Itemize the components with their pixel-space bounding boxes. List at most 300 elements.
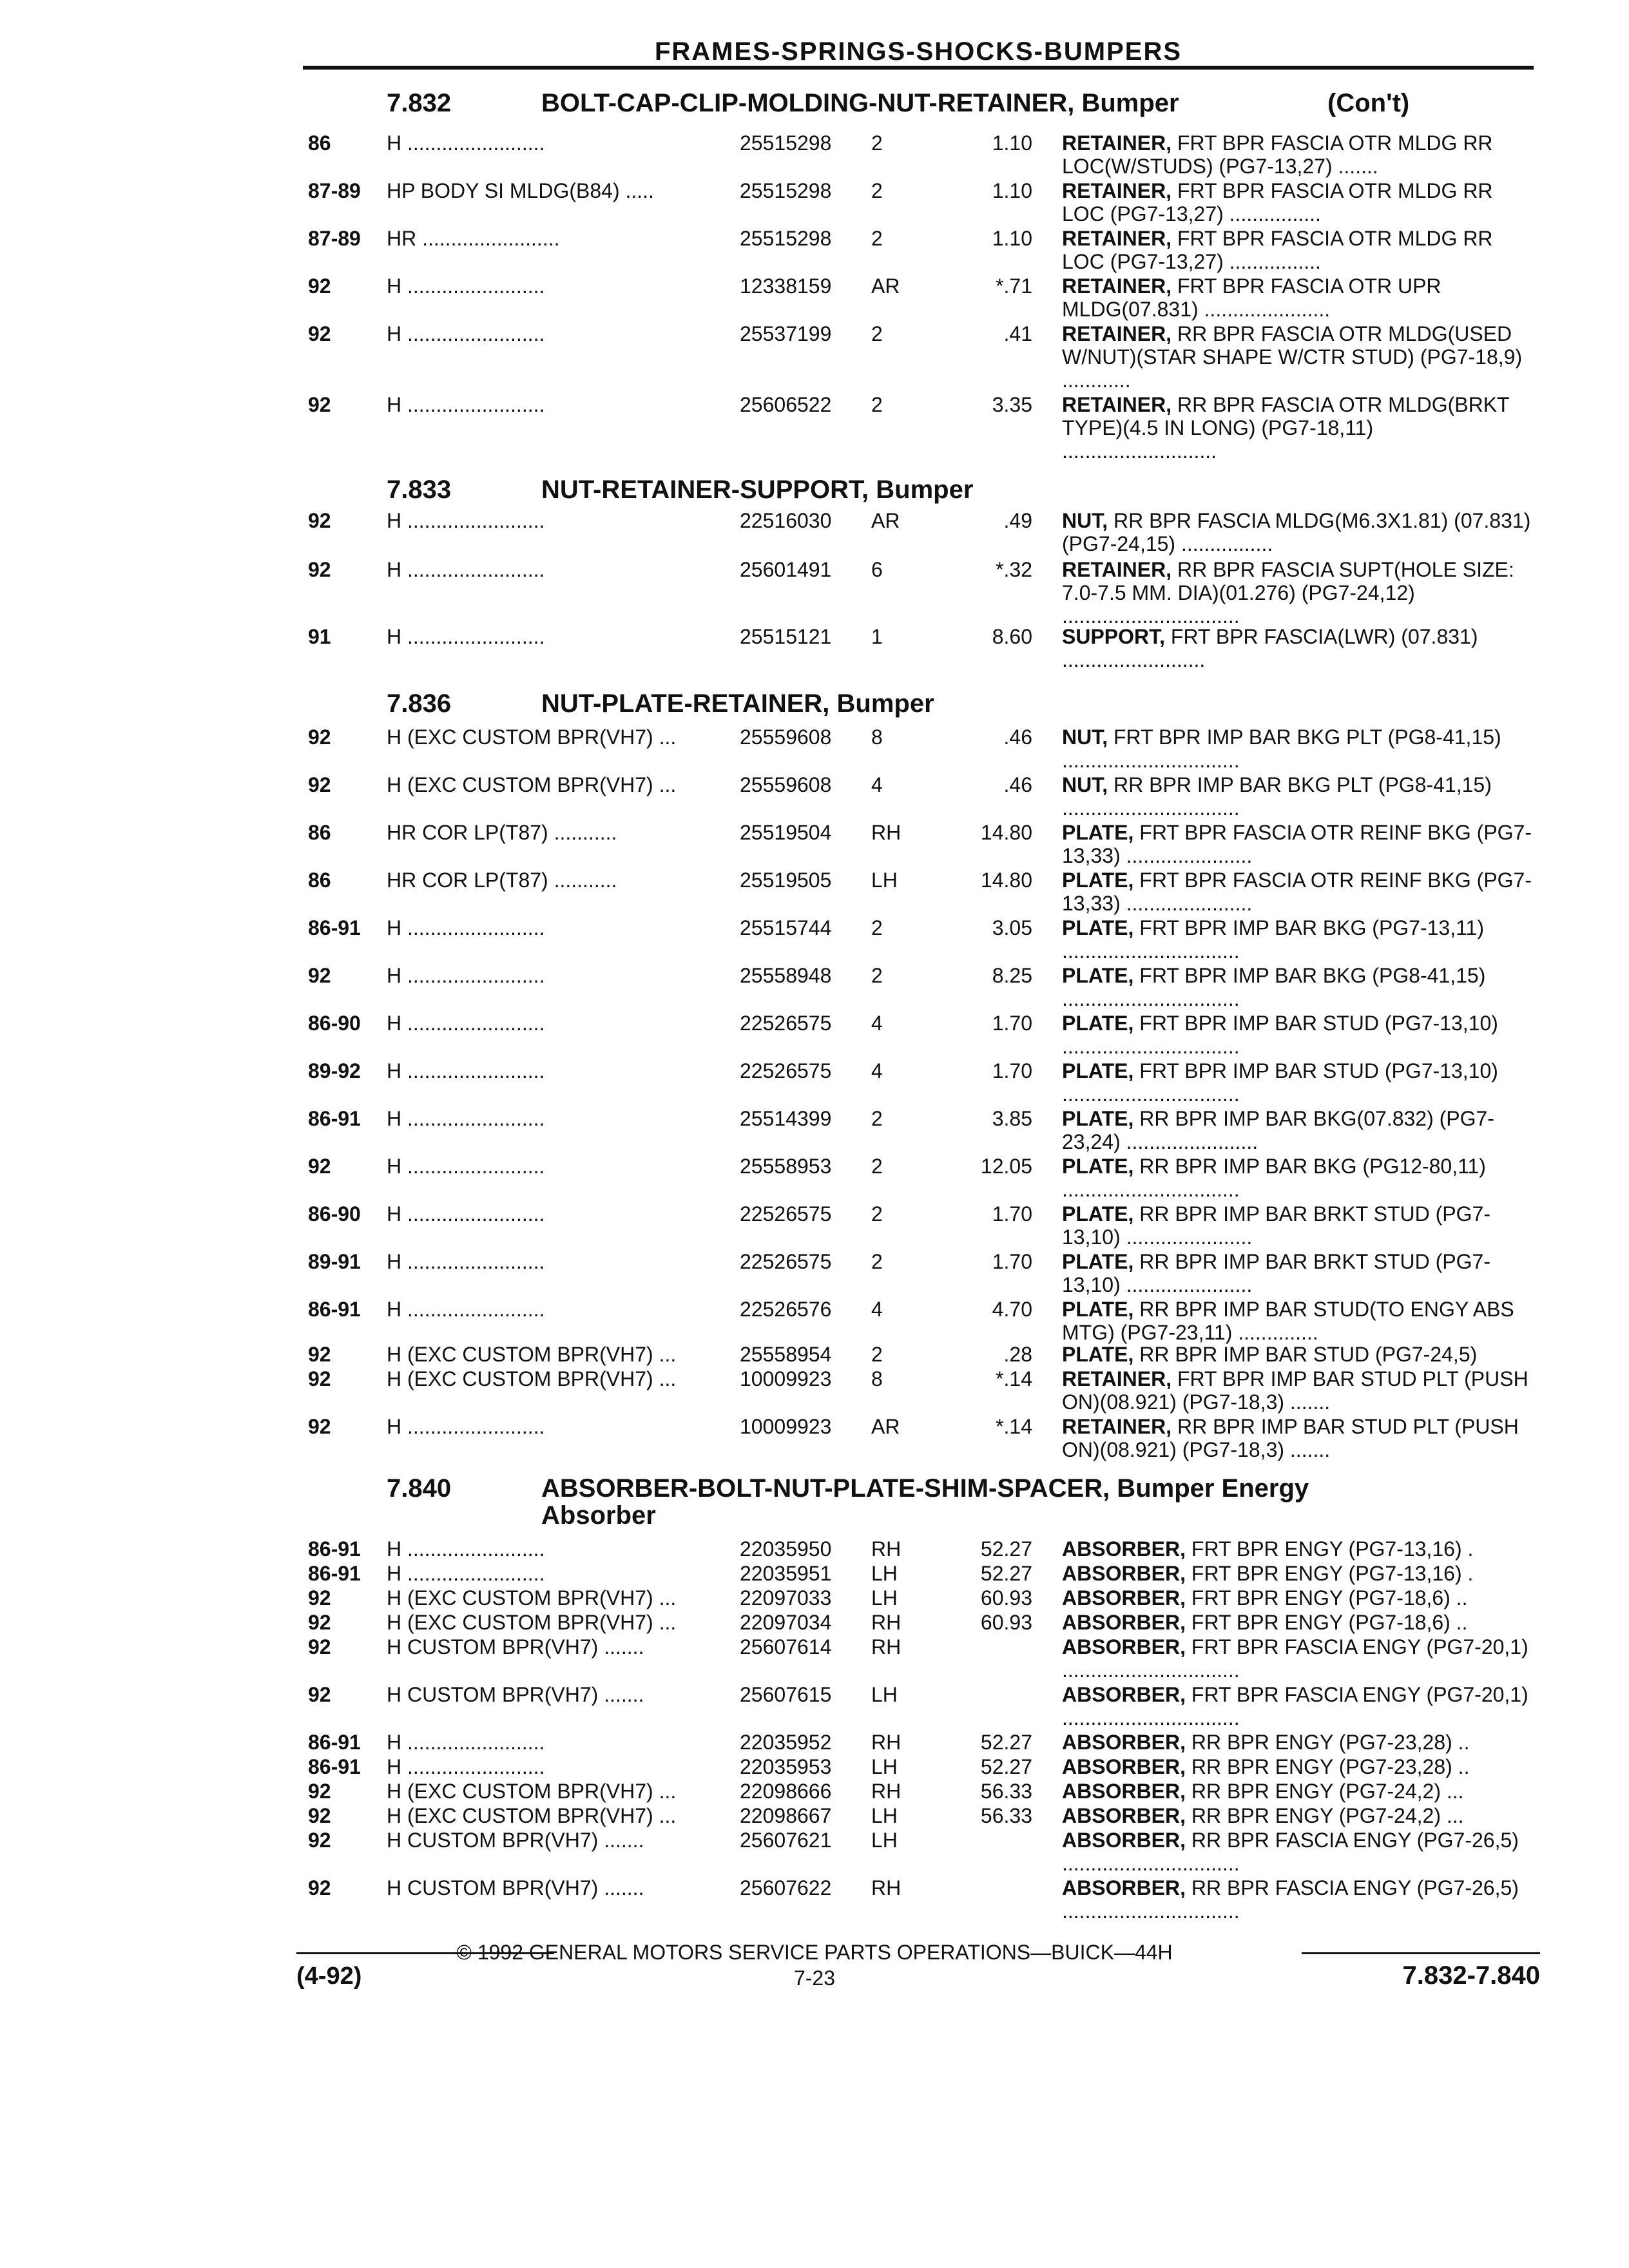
row-description-text: FRT BPR FASCIA ENGY (PG7-20,1) ............................... xyxy=(1062,1635,1528,1682)
row-quantity: RH xyxy=(871,1731,901,1754)
table-row xyxy=(0,773,1629,818)
row-description xyxy=(1062,1367,1532,1414)
row-year: 86-91 xyxy=(308,916,361,939)
row-model: H ........................ xyxy=(387,322,545,345)
row-price: 60.93 xyxy=(980,1611,1032,1634)
table-row xyxy=(0,1202,1629,1247)
row-year: 92 xyxy=(308,1611,331,1634)
row-part-number: 22526575 xyxy=(740,1012,832,1035)
row-model: H (EXC CUSTOM BPR(VH7) ... xyxy=(387,1586,677,1610)
row-description xyxy=(1062,1202,1532,1249)
row-part-name: ABSORBER, xyxy=(1062,1537,1186,1561)
row-year: 92 xyxy=(308,1343,331,1366)
row-price: .46 xyxy=(1003,726,1032,749)
row-year: 92 xyxy=(308,558,331,581)
row-description xyxy=(1062,1155,1532,1201)
row-part-name: RETAINER, xyxy=(1062,393,1172,416)
row-description-text: FRT BPR FASCIA OTR MLDG RR LOC(W/STUDS) (PG7-13,27) ....... xyxy=(1062,131,1493,178)
row-part-name: PLATE, xyxy=(1062,1155,1134,1178)
footer-copyright: © 1992 GENERAL MOTORS SERVICE PARTS OPERATIONS—BUICK—44H xyxy=(456,1941,1173,1964)
row-description xyxy=(1062,821,1532,867)
row-description xyxy=(1062,916,1532,963)
row-price: 12.05 xyxy=(980,1155,1032,1178)
row-description-text: RR BPR IMP BAR STUD(TO ENGY ABS MTG) (PG7-23,11) .............. xyxy=(1062,1298,1514,1344)
table-row xyxy=(0,1415,1629,1460)
row-part-name: RETAINER, xyxy=(1062,558,1172,581)
row-year: 92 xyxy=(308,1780,331,1803)
row-price: 56.33 xyxy=(980,1804,1032,1827)
row-model: H ........................ xyxy=(387,274,545,298)
row-quantity: RH xyxy=(871,1611,901,1634)
row-quantity: 2 xyxy=(871,1202,883,1225)
row-part-number: 25537199 xyxy=(740,322,832,345)
row-part-name: PLATE, xyxy=(1062,1012,1134,1035)
row-model: H ........................ xyxy=(387,1562,545,1585)
table-row xyxy=(0,1107,1629,1152)
row-model: HP BODY SI MLDG(B84) ..... xyxy=(387,179,654,202)
row-part-name: NUT, xyxy=(1062,726,1108,749)
row-description-text: FRT BPR FASCIA OTR REINF BKG (PG7-13,33) ...................... xyxy=(1062,869,1532,915)
row-description-text: RR BPR IMP BAR BKG(07.832) (PG7-23,24) ....................... xyxy=(1062,1107,1494,1153)
table-row xyxy=(0,227,1629,272)
row-description-text: FRT BPR IMP BAR STUD (PG7-13,10) ............................... xyxy=(1062,1059,1498,1106)
row-price: 52.27 xyxy=(980,1562,1032,1585)
row-quantity: 2 xyxy=(871,1107,883,1130)
row-part-number: 25515298 xyxy=(740,179,832,202)
row-part-name: SUPPORT, xyxy=(1062,625,1166,648)
row-description-text: RR BPR IMP BAR BKG (PG12-80,11) ............................... xyxy=(1062,1155,1486,1201)
row-year: 92 xyxy=(308,1415,331,1438)
row-quantity: 4 xyxy=(871,1298,883,1321)
table-row xyxy=(0,1876,1629,1921)
row-quantity: LH xyxy=(871,1586,898,1610)
row-price: .28 xyxy=(1003,1343,1032,1366)
row-year: 92 xyxy=(308,1876,331,1899)
row-model: H CUSTOM BPR(VH7) ....... xyxy=(387,1635,644,1658)
row-price: 3.05 xyxy=(992,916,1032,939)
row-description-text: FRT BPR ENGY (PG7-18,6) .. xyxy=(1186,1611,1468,1634)
row-description-text: FRT BPR IMP BAR BKG PLT (PG8-41,15) ............................... xyxy=(1062,726,1501,772)
page-header xyxy=(303,36,1534,67)
row-part-name: PLATE, xyxy=(1062,916,1134,939)
section-number: 7.832 xyxy=(387,89,452,117)
row-description xyxy=(1062,509,1532,555)
table-row xyxy=(0,869,1629,914)
row-quantity: LH xyxy=(871,869,898,892)
row-year: 86-90 xyxy=(308,1012,361,1035)
row-price: 52.27 xyxy=(980,1755,1032,1778)
row-quantity: 6 xyxy=(871,558,883,581)
row-description-text: RR BPR ENGY (PG7-24,2) ... xyxy=(1186,1804,1464,1827)
row-description-text: FRT BPR ENGY (PG7-13,16) . xyxy=(1186,1562,1474,1585)
header-rule xyxy=(303,66,1534,70)
row-year: 92 xyxy=(308,1367,331,1390)
row-part-number: 25601491 xyxy=(740,558,832,581)
row-description xyxy=(1062,964,1532,1010)
row-part-name: PLATE, xyxy=(1062,1343,1134,1366)
row-price: 14.80 xyxy=(980,821,1032,844)
row-description xyxy=(1062,1343,1532,1366)
row-description xyxy=(1062,1562,1532,1585)
row-part-name: RETAINER, xyxy=(1062,322,1172,345)
row-quantity: RH xyxy=(871,1537,901,1561)
row-description-text: FRT BPR ENGY (PG7-13,16) . xyxy=(1186,1537,1474,1561)
row-part-name: ABSORBER, xyxy=(1062,1586,1186,1610)
row-quantity: RH xyxy=(871,1876,901,1899)
row-part-name: RETAINER, xyxy=(1062,179,1172,202)
row-model: H (EXC CUSTOM BPR(VH7) ... xyxy=(387,1804,677,1827)
row-part-number: 22526575 xyxy=(740,1059,832,1082)
row-description xyxy=(1062,773,1532,820)
row-description-text: FRT BPR IMP BAR STUD PLT (PUSH ON)(08.921) (PG7-18,3) ....... xyxy=(1062,1367,1528,1414)
row-model: H (EXC CUSTOM BPR(VH7) ... xyxy=(387,726,677,749)
row-part-number: 25515298 xyxy=(740,131,832,155)
section-title: NUT-RETAINER-SUPPORT, Bumper xyxy=(541,476,974,504)
section-number: 7.833 xyxy=(387,476,452,504)
row-description xyxy=(1062,558,1532,628)
row-model: HR COR LP(T87) ........... xyxy=(387,869,617,892)
row-description xyxy=(1062,1298,1532,1344)
table-row xyxy=(0,1155,1629,1200)
row-part-number: 25519504 xyxy=(740,821,832,844)
row-price: 1.10 xyxy=(992,179,1032,202)
table-row xyxy=(0,1367,1629,1412)
row-quantity: 2 xyxy=(871,1155,883,1178)
row-description-text: RR BPR ENGY (PG7-24,2) ... xyxy=(1186,1780,1464,1803)
row-part-name: ABSORBER, xyxy=(1062,1780,1186,1803)
row-part-number: 25558954 xyxy=(740,1343,832,1366)
row-quantity: 4 xyxy=(871,1059,883,1082)
section-title: BOLT-CAP-CLIP-MOLDING-NUT-RETAINER, Bumper xyxy=(541,89,1179,117)
row-model: H ........................ xyxy=(387,131,545,155)
section-number: 7.840 xyxy=(387,1474,452,1503)
row-price: *.14 xyxy=(996,1367,1032,1390)
row-quantity: RH xyxy=(871,821,901,844)
row-model: H (EXC CUSTOM BPR(VH7) ... xyxy=(387,773,677,796)
row-year: 86-91 xyxy=(308,1562,361,1585)
table-row xyxy=(0,274,1629,320)
row-part-number: 25607621 xyxy=(740,1829,832,1852)
row-year: 92 xyxy=(308,274,331,298)
row-year: 92 xyxy=(308,1804,331,1827)
row-quantity: LH xyxy=(871,1562,898,1585)
row-description-text: FRT BPR IMP BAR BKG (PG7-13,11) ............................... xyxy=(1062,916,1484,963)
row-part-name: ABSORBER, xyxy=(1062,1876,1186,1899)
row-year: 92 xyxy=(308,1635,331,1658)
row-part-number: 25519505 xyxy=(740,869,832,892)
row-year: 86-91 xyxy=(308,1731,361,1754)
row-part-number: 22035951 xyxy=(740,1562,832,1585)
row-model: H ........................ xyxy=(387,393,545,416)
row-quantity: AR xyxy=(871,1415,900,1438)
row-description-text: FRT BPR IMP BAR STUD (PG7-13,10) ............................... xyxy=(1062,1012,1498,1058)
row-description xyxy=(1062,393,1532,463)
row-part-name: RETAINER, xyxy=(1062,274,1172,298)
row-model: H ........................ xyxy=(387,509,545,532)
row-model: H ........................ xyxy=(387,1415,545,1438)
row-description-text: RR BPR ENGY (PG7-23,28) .. xyxy=(1186,1755,1470,1778)
row-description xyxy=(1062,625,1532,671)
row-price: .49 xyxy=(1003,509,1032,532)
row-year: 92 xyxy=(308,1829,331,1852)
row-part-number: 22098666 xyxy=(740,1780,832,1803)
row-model: H (EXC CUSTOM BPR(VH7) ... xyxy=(387,1343,677,1366)
table-row xyxy=(0,131,1629,177)
table-row xyxy=(0,625,1629,670)
section-title: NUT-PLATE-RETAINER, Bumper xyxy=(541,689,934,718)
row-quantity: RH xyxy=(871,1780,901,1803)
row-year: 92 xyxy=(308,1586,331,1610)
row-quantity: RH xyxy=(871,1635,901,1658)
row-description xyxy=(1062,1107,1532,1153)
row-model: H CUSTOM BPR(VH7) ....... xyxy=(387,1876,644,1899)
row-price: 8.25 xyxy=(992,964,1032,987)
row-price: *.32 xyxy=(996,558,1032,581)
row-description xyxy=(1062,1755,1532,1778)
row-year: 86-91 xyxy=(308,1755,361,1778)
row-description-text: FRT BPR FASCIA OTR MLDG RR LOC (PG7-13,27) ................ xyxy=(1062,179,1493,226)
row-part-number: 25558948 xyxy=(740,964,832,987)
row-description xyxy=(1062,1780,1532,1803)
row-year: 92 xyxy=(308,726,331,749)
row-quantity: 2 xyxy=(871,916,883,939)
row-description-text: RR BPR IMP BAR STUD PLT (PUSH ON)(08.921) (PG7-18,3) ....... xyxy=(1062,1415,1519,1461)
row-model: H ........................ xyxy=(387,625,545,648)
row-part-name: ABSORBER, xyxy=(1062,1635,1186,1658)
row-year: 92 xyxy=(308,1155,331,1178)
row-part-number: 22035950 xyxy=(740,1537,832,1561)
row-quantity: AR xyxy=(871,509,900,532)
row-quantity: 8 xyxy=(871,726,883,749)
row-description-text: RR BPR FASCIA SUPT(HOLE SIZE: 7.0-7.5 MM. DIA)(01.276) (PG7-24,12) ............................... xyxy=(1062,558,1514,628)
row-price: *.71 xyxy=(996,274,1032,298)
table-row xyxy=(0,1829,1629,1874)
row-price: .46 xyxy=(1003,773,1032,796)
row-model: HR ........................ xyxy=(387,227,560,250)
row-description xyxy=(1062,131,1532,178)
row-part-name: RETAINER, xyxy=(1062,1415,1172,1438)
row-year: 86-91 xyxy=(308,1298,361,1321)
row-model: H (EXC CUSTOM BPR(VH7) ... xyxy=(387,1611,677,1634)
row-description xyxy=(1062,1635,1532,1682)
row-description xyxy=(1062,179,1532,226)
section-subtitle: Absorber xyxy=(541,1501,656,1530)
row-description-text: RR BPR FASCIA ENGY (PG7-26,5) ............................... xyxy=(1062,1829,1519,1875)
row-part-number: 22516030 xyxy=(740,509,832,532)
row-price: 52.27 xyxy=(980,1537,1032,1561)
row-quantity: LH xyxy=(871,1804,898,1827)
row-part-name: ABSORBER, xyxy=(1062,1683,1186,1706)
row-part-name: NUT, xyxy=(1062,509,1108,532)
table-row xyxy=(0,558,1629,628)
row-model: H ........................ xyxy=(387,1107,545,1130)
row-description-text: RR BPR FASCIA OTR MLDG(BRKT TYPE)(4.5 IN LONG) (PG7-18,11) ........................... xyxy=(1062,393,1510,463)
row-quantity: 1 xyxy=(871,625,883,648)
row-part-name: PLATE, xyxy=(1062,1298,1134,1321)
row-description xyxy=(1062,1683,1532,1729)
row-part-number: 25558953 xyxy=(740,1155,832,1178)
row-part-number: 22035952 xyxy=(740,1731,832,1754)
row-description-text: FRT BPR FASCIA(LWR) (07.831) ......................... xyxy=(1062,625,1478,671)
row-part-number: 25606522 xyxy=(740,393,832,416)
row-part-number: 25515744 xyxy=(740,916,832,939)
row-part-name: NUT, xyxy=(1062,773,1108,796)
row-part-name: ABSORBER, xyxy=(1062,1562,1186,1585)
row-description xyxy=(1062,322,1532,392)
table-row xyxy=(0,322,1629,392)
row-year: 86-90 xyxy=(308,1202,361,1225)
row-description-text: FRT BPR ENGY (PG7-18,6) .. xyxy=(1186,1586,1468,1610)
row-quantity: 8 xyxy=(871,1367,883,1390)
row-price: 1.70 xyxy=(992,1250,1032,1273)
row-model: H ........................ xyxy=(387,1202,545,1225)
row-description xyxy=(1062,1611,1532,1634)
row-part-name: RETAINER, xyxy=(1062,1367,1172,1390)
row-model: H ........................ xyxy=(387,1731,545,1754)
row-quantity: LH xyxy=(871,1683,898,1706)
row-description-text: FRT BPR FASCIA ENGY (PG7-20,1) ............................... xyxy=(1062,1683,1528,1729)
row-part-name: RETAINER, xyxy=(1062,227,1172,250)
table-row xyxy=(0,1250,1629,1295)
row-part-number: 25514399 xyxy=(740,1107,832,1130)
row-price: 14.80 xyxy=(980,869,1032,892)
row-quantity: 2 xyxy=(871,322,883,345)
row-price: 1.10 xyxy=(992,227,1032,250)
row-quantity: LH xyxy=(871,1829,898,1852)
row-description-text: RR BPR ENGY (PG7-23,28) .. xyxy=(1186,1731,1470,1754)
row-year: 87-89 xyxy=(308,227,361,250)
row-quantity: AR xyxy=(871,274,900,298)
row-part-number: 22526575 xyxy=(740,1202,832,1225)
row-price: 52.27 xyxy=(980,1731,1032,1754)
row-part-number: 25559608 xyxy=(740,726,832,749)
row-description-text: RR BPR IMP BAR BRKT STUD (PG7-13,10) ...................... xyxy=(1062,1250,1490,1296)
row-year: 86-91 xyxy=(308,1537,361,1561)
row-year: 92 xyxy=(308,964,331,987)
row-part-name: PLATE, xyxy=(1062,1202,1134,1225)
row-part-name: PLATE, xyxy=(1062,964,1134,987)
row-part-number: 22526576 xyxy=(740,1298,832,1321)
table-row xyxy=(0,393,1629,463)
row-year: 92 xyxy=(308,393,331,416)
row-quantity: 4 xyxy=(871,773,883,796)
section-number: 7.836 xyxy=(387,689,452,718)
table-row xyxy=(0,726,1629,771)
row-price: 1.70 xyxy=(992,1059,1032,1082)
row-quantity: 2 xyxy=(871,964,883,987)
table-row xyxy=(0,1635,1629,1680)
row-year: 86 xyxy=(308,131,331,155)
row-model: H ........................ xyxy=(387,558,545,581)
row-part-number: 22098667 xyxy=(740,1804,832,1827)
section-continued: (Con't) xyxy=(1327,89,1410,117)
section-title: ABSORBER-BOLT-NUT-PLATE-SHIM-SPACER, Bumper Energy xyxy=(541,1474,1309,1503)
row-quantity: 4 xyxy=(871,1012,883,1035)
row-part-number: 22035953 xyxy=(740,1755,832,1778)
row-part-name: ABSORBER, xyxy=(1062,1755,1186,1778)
row-part-name: PLATE, xyxy=(1062,1250,1134,1273)
row-description-text: FRT BPR FASCIA OTR REINF BKG (PG7-13,33) ...................... xyxy=(1062,821,1532,867)
page-title: FRAMES-SPRINGS-SHOCKS-BUMPERS xyxy=(654,37,1182,66)
row-model: H ........................ xyxy=(387,1298,545,1321)
row-price: 60.93 xyxy=(980,1586,1032,1610)
row-quantity: 2 xyxy=(871,179,883,202)
row-description-text: RR BPR FASCIA ENGY (PG7-26,5) ............................... xyxy=(1062,1876,1519,1923)
table-row xyxy=(0,1298,1629,1343)
table-row xyxy=(0,1012,1629,1057)
row-description xyxy=(1062,1731,1532,1754)
row-part-name: PLATE, xyxy=(1062,821,1134,844)
row-description-text: RR BPR IMP BAR BRKT STUD (PG7-13,10) ...................... xyxy=(1062,1202,1490,1249)
table-row xyxy=(0,509,1629,554)
row-description xyxy=(1062,869,1532,915)
row-year: 91 xyxy=(308,625,331,648)
row-description-text: RR BPR FASCIA OTR MLDG(USED W/NUT)(STAR SHAPE W/CTR STUD) (PG7-18,9) ............ xyxy=(1062,322,1523,392)
row-part-number: 25515121 xyxy=(740,625,832,648)
row-year: 92 xyxy=(308,773,331,796)
row-price: 56.33 xyxy=(980,1780,1032,1803)
row-year: 92 xyxy=(308,509,331,532)
row-model: H CUSTOM BPR(VH7) ....... xyxy=(387,1829,644,1852)
row-part-name: ABSORBER, xyxy=(1062,1731,1186,1754)
footer-section-range: 7.832-7.840 xyxy=(1402,1961,1540,1990)
row-part-number: 22097034 xyxy=(740,1611,832,1634)
row-part-number: 10009923 xyxy=(740,1415,832,1438)
row-model: H ........................ xyxy=(387,964,545,987)
row-year: 86-91 xyxy=(308,1107,361,1130)
row-description xyxy=(1062,274,1532,321)
row-model: H CUSTOM BPR(VH7) ....... xyxy=(387,1683,644,1706)
row-part-number: 25515298 xyxy=(740,227,832,250)
row-description xyxy=(1062,1537,1532,1561)
row-model: HR COR LP(T87) ........... xyxy=(387,821,617,844)
row-year: 86 xyxy=(308,821,331,844)
row-price: 1.70 xyxy=(992,1012,1032,1035)
row-description xyxy=(1062,227,1532,273)
row-description xyxy=(1062,1876,1532,1923)
row-model: H ........................ xyxy=(387,1059,545,1082)
row-model: H ........................ xyxy=(387,1537,545,1561)
row-part-number: 25607615 xyxy=(740,1683,832,1706)
row-year: 89-92 xyxy=(308,1059,361,1082)
table-row xyxy=(0,916,1629,961)
row-description xyxy=(1062,1012,1532,1058)
row-part-name: PLATE, xyxy=(1062,1107,1134,1130)
row-price: 1.10 xyxy=(992,131,1032,155)
row-model: H (EXC CUSTOM BPR(VH7) ... xyxy=(387,1780,677,1803)
row-price: 3.85 xyxy=(992,1107,1032,1130)
row-quantity: 2 xyxy=(871,227,883,250)
row-part-number: 25607614 xyxy=(740,1635,832,1658)
row-price: 8.60 xyxy=(992,625,1032,648)
row-description xyxy=(1062,726,1532,772)
row-part-name: ABSORBER, xyxy=(1062,1829,1186,1852)
row-description-text: RR BPR FASCIA MLDG(M6.3X1.81) (07.831) (PG7-24,15) ................ xyxy=(1062,509,1531,555)
row-price: .41 xyxy=(1003,322,1032,345)
row-quantity: 2 xyxy=(871,393,883,416)
row-quantity: 2 xyxy=(871,1343,883,1366)
table-row xyxy=(0,1059,1629,1104)
row-description xyxy=(1062,1059,1532,1106)
row-part-number: 22097033 xyxy=(740,1586,832,1610)
row-description xyxy=(1062,1829,1532,1875)
row-description-text: RR BPR IMP BAR STUD (PG7-24,5) xyxy=(1133,1343,1478,1366)
row-description-text: FRT BPR FASCIA OTR UPR MLDG(07.831) ...................... xyxy=(1062,274,1441,321)
row-description xyxy=(1062,1804,1532,1827)
row-year: 89-91 xyxy=(308,1250,361,1273)
row-quantity: 2 xyxy=(871,131,883,155)
row-price: 1.70 xyxy=(992,1202,1032,1225)
